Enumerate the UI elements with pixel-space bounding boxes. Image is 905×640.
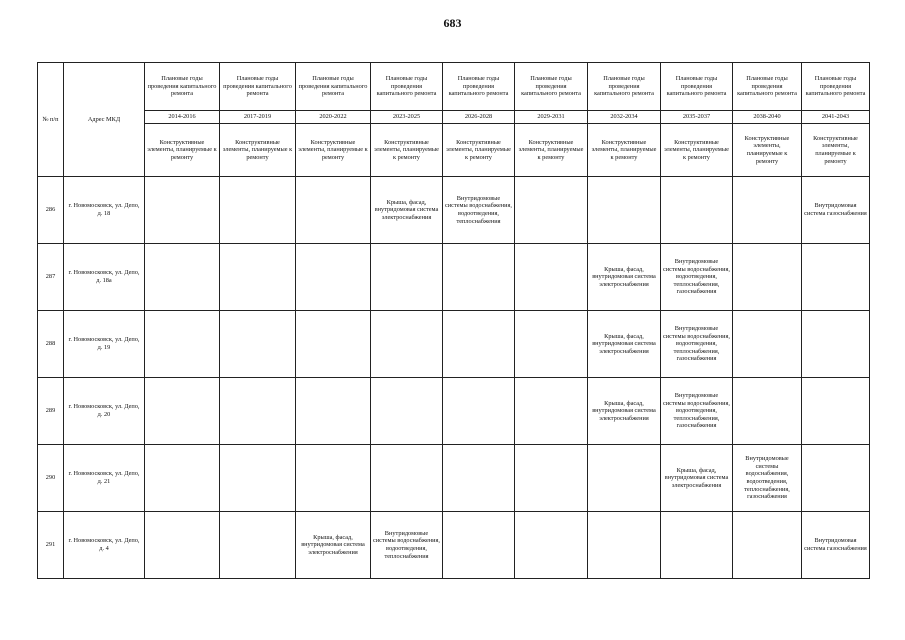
element-cell [802,378,870,445]
period-header-cell: 2020-2022 [296,111,371,124]
elements-header-cell: Конструктивные элементы, планируемые к ремонту [220,124,296,177]
years-header-cell: Плановые годы проведения капитального ремонта [220,63,296,111]
elements-header-cell: Конструктивные элементы, планируемые к ремонту [145,124,220,177]
period-header-cell: 2032-2034 [588,111,661,124]
header-row-elements [38,124,870,177]
element-cell [733,244,802,311]
element-cell: Внутридомовые системы водоснабжения, водоотведения, теплоснабжения, газоснабжения [661,244,733,311]
row-number-cell: 288 [38,311,64,378]
period-header-cell: 2035-2037 [661,111,733,124]
elements-header-cell: Конструктивные элементы, планируемые к ремонту [802,124,870,177]
element-cell: Внутридомовые системы водоснабжения, водоотведения, теплоснабжения [371,512,443,579]
element-cell: Внутридомовая система газоснабжения [802,512,870,579]
years-header-cell: Плановые годы проведения капитального ремонта [733,63,802,111]
element-cell [515,244,588,311]
address-cell: г. Новомосковск, ул. Депо, д. 19 [64,311,145,378]
elements-header-cell: Конструктивные элементы, планируемые к ремонту [733,124,802,177]
element-cell [515,177,588,244]
element-cell: Крыша, фасад, внутридомовая система электроснабжения [296,512,371,579]
element-cell [220,244,296,311]
element-cell [443,445,515,512]
address-cell: г. Новомосковск, ул. Депо, д. 21 [64,445,145,512]
years-header-cell: Плановые годы проведения капитального ремонта [296,63,371,111]
period-header-cell: 2014-2016 [145,111,220,124]
elements-header-cell: Конструктивные элементы, планируемые к ремонту [515,124,588,177]
element-cell: Внутридомовая система газоснабжения [802,177,870,244]
element-cell [220,311,296,378]
years-header-cell: Плановые годы проведения капитального ремонта [371,63,443,111]
years-header-cell: Плановые годы проведения капитального ремонта [443,63,515,111]
element-cell [515,311,588,378]
element-cell [145,244,220,311]
element-cell: Крыша, фасад, внутридомовая система электроснабжения [371,177,443,244]
element-cell [733,512,802,579]
table-row [38,244,870,311]
element-cell: Крыша, фасад, внутридомовая система электроснабжения [588,378,661,445]
table-row [38,512,870,579]
element-cell [443,378,515,445]
period-header-cell: 2038-2040 [733,111,802,124]
years-header-cell: Плановые годы проведения капитального ремонта [802,63,870,111]
element-cell: Внутридомовые системы водоснабжения, водоотведения, теплоснабжения, газоснабжения [733,445,802,512]
elements-header-cell: Конструктивные элементы, планируемые к ремонту [296,124,371,177]
element-cell [802,445,870,512]
row-number-cell: 291 [38,512,64,579]
row-number-cell: 289 [38,378,64,445]
period-header-cell: 2041-2043 [802,111,870,124]
table-row [38,311,870,378]
element-cell [220,378,296,445]
row-number-cell: 290 [38,445,64,512]
address-cell: г. Новомосковск, ул. Депо, д. 18 [64,177,145,244]
element-cell [733,311,802,378]
element-cell [220,177,296,244]
row-number-cell: 286 [38,177,64,244]
element-cell [733,177,802,244]
period-header-cell: 2017-2019 [220,111,296,124]
table-row [38,378,870,445]
period-header-cell: 2029-2031 [515,111,588,124]
element-cell [145,378,220,445]
element-cell [661,177,733,244]
years-header-cell: Плановые годы проведения капитального ремонта [661,63,733,111]
element-cell [588,445,661,512]
element-cell [145,512,220,579]
element-cell [296,378,371,445]
column-header-number: № п/п [38,63,64,177]
table-row [38,445,870,512]
element-cell [661,512,733,579]
element-cell [443,512,515,579]
element-cell [515,512,588,579]
element-cell [145,445,220,512]
element-cell [515,378,588,445]
page-number: 683 [443,16,462,30]
address-cell: г. Новомосковск, ул. Депо, д. 20 [64,378,145,445]
table-body [38,177,870,579]
elements-header-cell: Конструктивные элементы, планируемые к ремонту [443,124,515,177]
header-row-years [38,63,870,111]
element-cell [296,445,371,512]
element-cell: Крыша, фасад, внутридомовая система электроснабжения [588,244,661,311]
years-header-cell: Плановые годы проведения капитального ремонта [515,63,588,111]
address-cell: г. Новомосковск, ул. Депо, д. 18а [64,244,145,311]
column-header-address: Адрес МКД [64,63,145,177]
element-cell [802,244,870,311]
element-cell: Крыша, фасад, внутридомовая система электроснабжения [661,445,733,512]
element-cell [296,177,371,244]
header-row-periods [38,111,870,124]
capital-repair-table [37,62,870,579]
element-cell [443,311,515,378]
elements-header-cell: Конструктивные элементы, планируемые к ремонту [588,124,661,177]
elements-header-cell: Конструктивные элементы, планируемые к ремонту [661,124,733,177]
element-cell [145,311,220,378]
element-cell [443,244,515,311]
element-cell [802,311,870,378]
period-header-cell: 2023-2025 [371,111,443,124]
element-cell [371,378,443,445]
row-number-cell: 287 [38,244,64,311]
element-cell [588,177,661,244]
element-cell: Внутридомовые системы водоснабжения, водоотведения, теплоснабжения [443,177,515,244]
element-cell: Внутридомовые системы водоснабжения, водоотведения, теплоснабжения, газоснабжения [661,311,733,378]
table-row [38,177,870,244]
element-cell [371,445,443,512]
years-header-cell: Плановые годы проведения капитального ремонта [588,63,661,111]
address-cell: г. Новомосковск, ул. Депо, д. 4 [64,512,145,579]
element-cell: Внутридомовые системы водоснабжения, водоотведения, теплоснабжения, газоснабжения [661,378,733,445]
element-cell [371,311,443,378]
elements-header-cell: Конструктивные элементы, планируемые к ремонту [371,124,443,177]
element-cell: Крыша, фасад, внутридомовая система электроснабжения [588,311,661,378]
element-cell [220,445,296,512]
element-cell [145,177,220,244]
element-cell [296,244,371,311]
element-cell [588,512,661,579]
period-header-cell: 2026-2028 [443,111,515,124]
element-cell [515,445,588,512]
element-cell [733,378,802,445]
element-cell [220,512,296,579]
element-cell [371,244,443,311]
years-header-cell: Плановые годы проведения капитального ремонта [145,63,220,111]
element-cell [296,311,371,378]
